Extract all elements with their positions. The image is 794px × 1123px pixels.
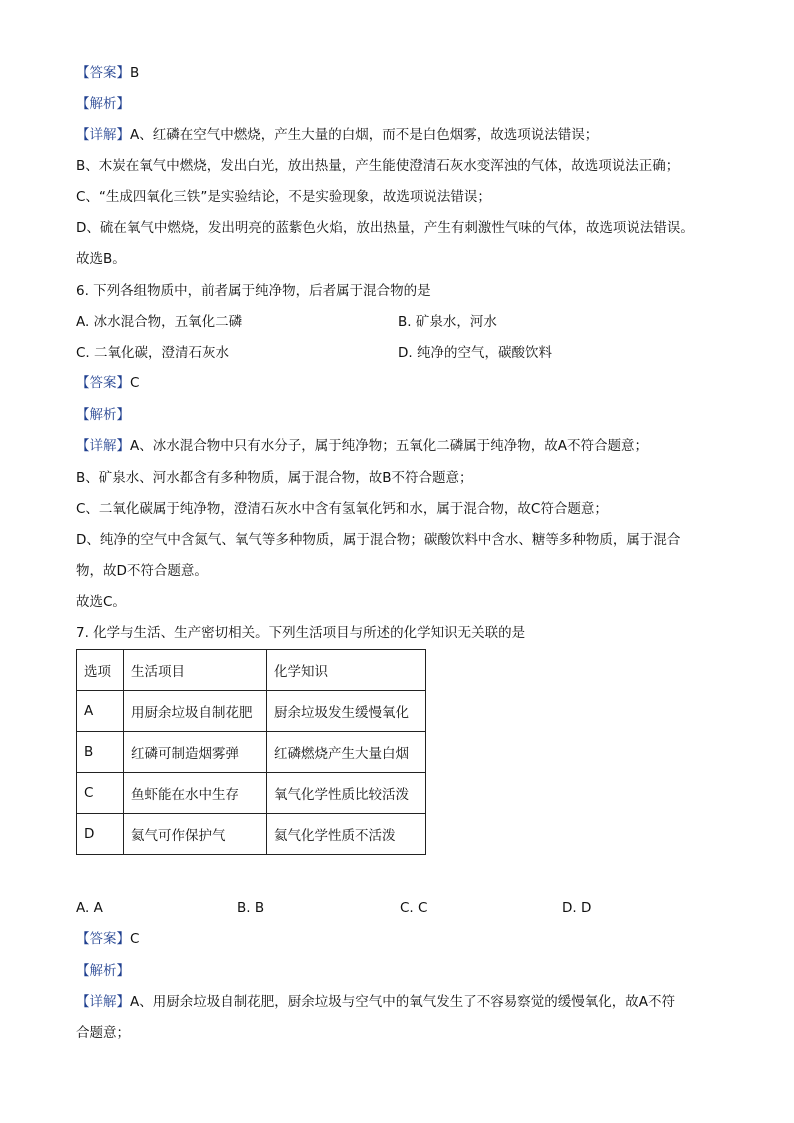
detail-tag: 【详解】 [76,994,130,1010]
detail-tag: 【详解】 [76,438,130,454]
table-header-row [77,650,426,691]
table-cell: C [77,773,124,814]
detail-text: A、用厨余垃圾自制花肥，厨余垃圾与空气中的氧气发生了不容易察觉的缓慢氧化，故A不符 [130,994,675,1010]
q5-detail-line: D、硫在氧气中燃烧，发出明亮的蓝紫色火焰，放出热量，产生有刺激性气味的气体，故选项说法错误。 [76,220,694,236]
q7-option-d: D. D [562,900,592,916]
q7-answer [76,929,139,949]
q5-detail-line: B、木炭在氧气中燃烧，发出白光，放出热量，产生能使澄清石灰水变浑浊的气体，故选项说法正确； [76,158,680,174]
q5-analysis-tag: 【解析】 [76,96,130,112]
table-header-cell: 选项 [77,650,124,691]
table-cell: 红磷可制造烟雾弹 [124,732,267,773]
q7-detail-line: 合题意； [76,1025,130,1041]
table-cell: 红磷燃烧产生大量白烟 [267,732,426,773]
q6-option-a: A. 冰水混合物，五氧化二磷 [76,314,243,330]
q6-detail-line: B、矿泉水、河水都含有多种物质，属于混合物，故B不符合题意； [76,470,473,486]
q6-conclusion: 故选C。 [76,594,126,610]
q6-answer [76,373,139,393]
table-row [77,773,426,814]
q6-analysis-tag: 【解析】 [76,407,130,423]
q6-option-d: D. 纯净的空气，碳酸饮料 [398,345,552,361]
table-cell: 用厨余垃圾自制花肥 [124,691,267,732]
q6-option-c: C. 二氧化碳，澄清石灰水 [76,345,230,361]
answer-value: B [130,65,140,81]
q7-detail-line [76,992,675,1012]
answer-value: C [130,931,140,947]
q7-option-a: A. A [76,900,103,916]
table-cell: 鱼虾能在水中生存 [124,773,267,814]
table-row [77,691,426,732]
q7-option-c: C. C [400,900,428,916]
table-cell: 厨余垃圾发生缓慢氧化 [267,691,426,732]
table-cell: 氧气化学性质比较活泼 [267,773,426,814]
q6-option-b: B. 矿泉水，河水 [398,314,497,330]
answer-tag: 【答案】 [76,931,130,947]
table-cell: 氦气可作保护气 [124,814,267,855]
q5-answer [76,63,139,83]
q5-conclusion: 故选B。 [76,251,126,267]
q7-analysis-tag: 【解析】 [76,963,130,979]
q5-detail-line: C、“生成四氧化三铁”是实验结论，不是实验现象，故选项说法错误； [76,189,491,205]
table-cell: 氦气化学性质不活泼 [267,814,426,855]
table-header-cell: 生活项目 [124,650,267,691]
answer-tag: 【答案】 [76,375,130,391]
table-row [77,732,426,773]
answer-tag: 【答案】 [76,65,130,81]
q5-detail-line [76,125,598,145]
detail-text: A、冰水混合物中只有水分子，属于纯净物；五氧化二磷属于纯净物，故A不符合题意； [130,438,648,454]
table-cell: D [77,814,124,855]
detail-text: A、红磷在空气中燃烧，产生大量的白烟，而不是白色烟雾，故选项说法错误； [130,127,599,143]
q7-stem: 7. 化学与生活、生产密切相关。下列生活项目与所述的化学知识无关联的是 [76,625,526,641]
q7-table [76,649,426,855]
q6-detail-line: D、纯净的空气中含氮气、氧气等多种物质，属于混合物；碳酸饮料中含水、糖等多种物质，属于混合 [76,532,681,548]
table-row [77,814,426,855]
q6-detail-line [76,436,648,456]
q7-option-b: B. B [237,900,265,916]
q6-detail-line: 物，故D不符合题意。 [76,563,208,579]
table-cell: A [77,691,124,732]
q6-detail-line: C、二氧化碳属于纯净物，澄清石灰水中含有氢氧化钙和水，属于混合物，故C符合题意； [76,501,608,517]
answer-value: C [130,375,140,391]
table-header-cell: 化学知识 [267,650,426,691]
table-cell: B [77,732,124,773]
q6-stem: 6. 下列各组物质中，前者属于纯净物，后者属于混合物的是 [76,283,431,299]
detail-tag: 【详解】 [76,127,130,143]
